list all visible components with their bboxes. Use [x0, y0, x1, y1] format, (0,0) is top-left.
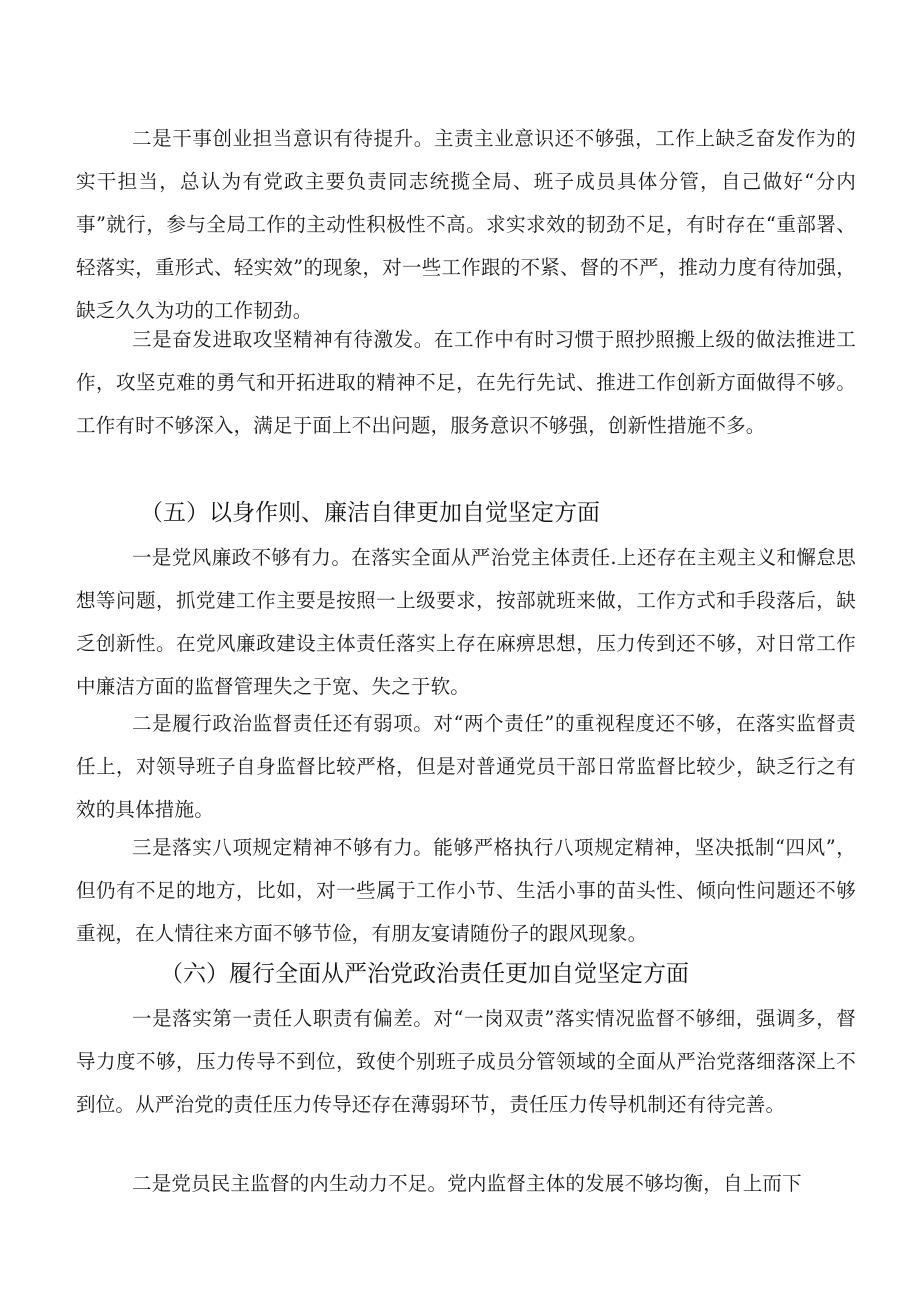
- section-heading-5: （五）以身作则、廉洁自律更加自觉坚定方面: [140, 500, 600, 526]
- paragraph-4: 二是履行政治监督责任还有弱项。对“两个责任”的重视程度还不够，在落实监督责任上，对领导班子自身监督比较严格，但是对普通党员干部日常监督比较少，缺乏行之有效的具体措施。: [76, 712, 856, 821]
- paragraph-2: 三是奋发进取攻坚精神有待激发。在工作中有时习惯于照抄照搬上级的做法推进工作，攻坚克难的勇气和开拓进取的精神不足，在先行先试、推进工作创新方面做得不够。工作有时不够深入，满足于面上不出问题，服务意识不够强，创新性措施不多。: [76, 328, 856, 437]
- section-heading-6: （六）履行全面从严治党政治责任更加自觉坚定方面: [160, 961, 689, 987]
- paragraph-5: 三是落实八项规定精神不够有力。能够严格执行八项规定精神，坚决抵制“四风”，但仍有不足的地方，比如，对一些属于工作小节、生活小事的苗头性、倾向性问题还不够重视，在人情往来方面不够节俭，有朋友宴请随份子的跟风现象。: [76, 836, 856, 945]
- paragraph-1: 二是干事创业担当意识有待提升。主责主业意识还不够强，工作上缺乏奋发作为的实干担当，总认为有党政主要负责同志统揽全局、班子成员具体分管，自己做好“分内事”就行，参与全局工作的主动性积极性不高。求实求效的韧劲不足，有时存在“重部署、轻落实，重形式、轻实效”的现象，对一些工作跟的不紧、督的不严，推动力度有待加强，缺乏久久为功的工作韧劲。: [76, 127, 856, 322]
- paragraph-3: 一是党风廉政不够有力。在落实全面从严治党主体责任.上还存在主观主义和懈怠思想等问题，抓党建工作主要是按照一上级要求，按部就班来做，工作方式和手段落后，缺乏创新性。在党风廉政建设主体责任落实上存在麻痹思想，压力传到还不够，对日常工作中廉洁方面的监督管理失之于宽、失之于软。: [76, 546, 856, 698]
- paragraph-7: 二是党员民主监督的内生动力不足。党内监督主体的发展不够均衡，自上而下: [132, 1172, 802, 1195]
- paragraph-6: 一是落实第一责任人职责有偏差。对“一岗双责”落实情况监督不够细，强调多，督导力度不够，压力传导不到位，致使个别班子成员分管领域的全面从严治党落细落深上不到位。从严治党的责任压力传导还存在薄弱环节，责任压力传导机制还有待完善。: [76, 1007, 856, 1116]
